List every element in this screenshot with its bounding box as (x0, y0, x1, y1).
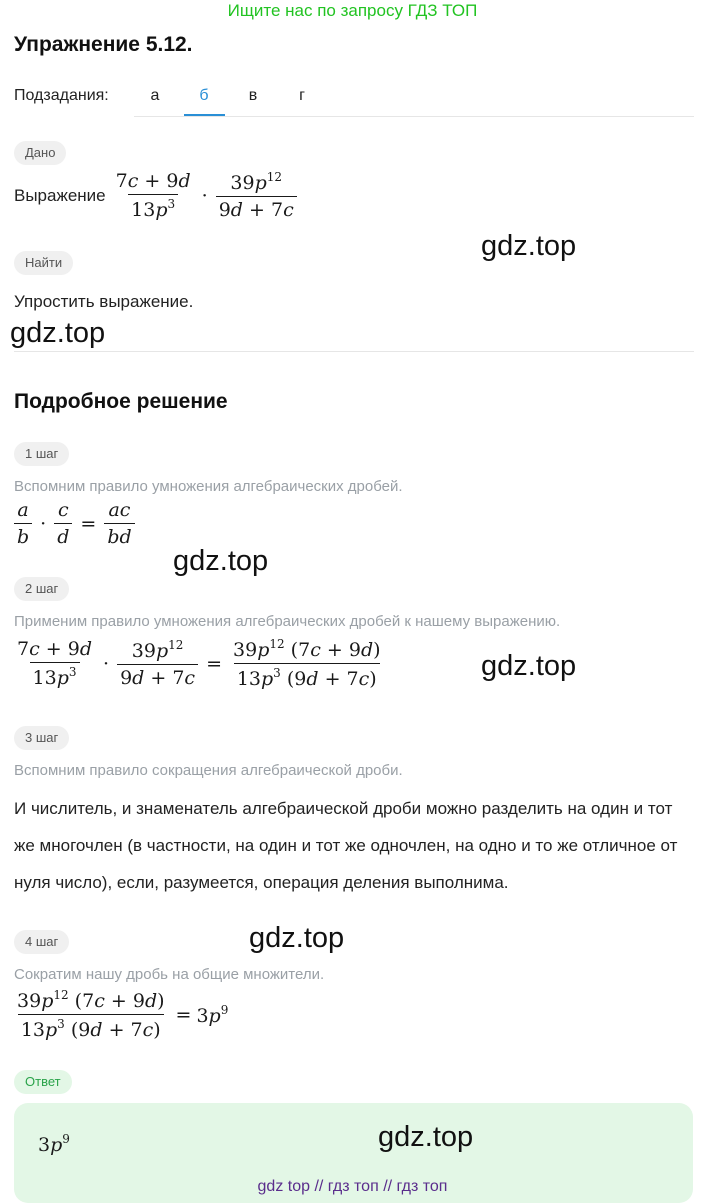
watermark: gdz.top (378, 1121, 474, 1153)
step-hint: Вспомним правило умножения алгебраических дробей. (14, 478, 403, 495)
step2-formula: $\frac{7c + 9d}{13p^3}$ · $\frac{39p^{12}}{9d + 7c}$ = $\frac{39p^{12} (7c + 9d)}{13p^3 (9d + 7c)}$ (17, 637, 381, 690)
find-badge: Найти (14, 251, 73, 275)
step-badge: 1 шаг (14, 442, 69, 466)
watermark: gdz.top (10, 317, 106, 349)
step-hint: Сократим нашу дробь на общие множители. (14, 966, 325, 983)
answer-value: $3p^9$ (38, 1132, 70, 1156)
given-badge: Дано (14, 141, 66, 165)
step-badge: 2 шаг (14, 577, 69, 601)
watermark: gdz.top (173, 545, 269, 577)
solution-title: Подробное решение (14, 390, 228, 413)
given-label: Выражение (14, 185, 106, 205)
step-badge: 4 шаг (14, 930, 69, 954)
page-title: Упражнение 5.12. (14, 33, 193, 56)
subtasks-label: Подзадания: (14, 87, 109, 104)
watermark: gdz.top (481, 650, 577, 682)
tab-b[interactable]: б (199, 87, 209, 104)
watermark: gdz.top (249, 922, 345, 954)
step3-rule-text: И числитель, и знаменатель алгебраической дроби можно разделить на один и тот же многочлен (в частности, на один и тот же одночлен, на одно и то же отличное от нуля число), если, разумеется, операция деления выполнима. (14, 799, 678, 892)
step-badge: 3 шаг (14, 726, 69, 750)
search-banner: Ищите нас по запросу ГДЗ ТОП (227, 1, 478, 20)
step4-formula: $\frac{39p^{12} (7c + 9d)}{13p^3 (9d + 7c)}$ = $3p^9$ (17, 988, 229, 1041)
tab-a[interactable]: а (150, 87, 160, 104)
given-expression (14, 170, 300, 221)
tabs-divider (134, 116, 694, 117)
step-hint: Применим правило умножения алгебраических дробей к нашему выражению. (14, 613, 561, 630)
find-text: Упростить выражение. (14, 292, 194, 311)
section-divider (14, 351, 694, 352)
given-formula: $\frac{7c + 9d}{13p^3}$ · $\frac{39p^{12}}{9d + 7c}$ (110, 170, 300, 221)
tab-g[interactable]: г (299, 87, 305, 104)
step1-formula: $\frac{a}{b}$ · $\frac{c}{d}$ = $\frac{ac}{bd}$ (11, 499, 138, 548)
active-tab-underline (184, 114, 225, 116)
watermark: gdz.top (481, 230, 577, 262)
answer-badge: Ответ (14, 1070, 72, 1094)
step-hint: Вспомним правило сокращения алгебраической дроби. (14, 762, 403, 779)
footer-links[interactable]: gdz top // гдз топ // гдз топ (257, 1178, 448, 1195)
tab-v[interactable]: в (248, 87, 258, 104)
